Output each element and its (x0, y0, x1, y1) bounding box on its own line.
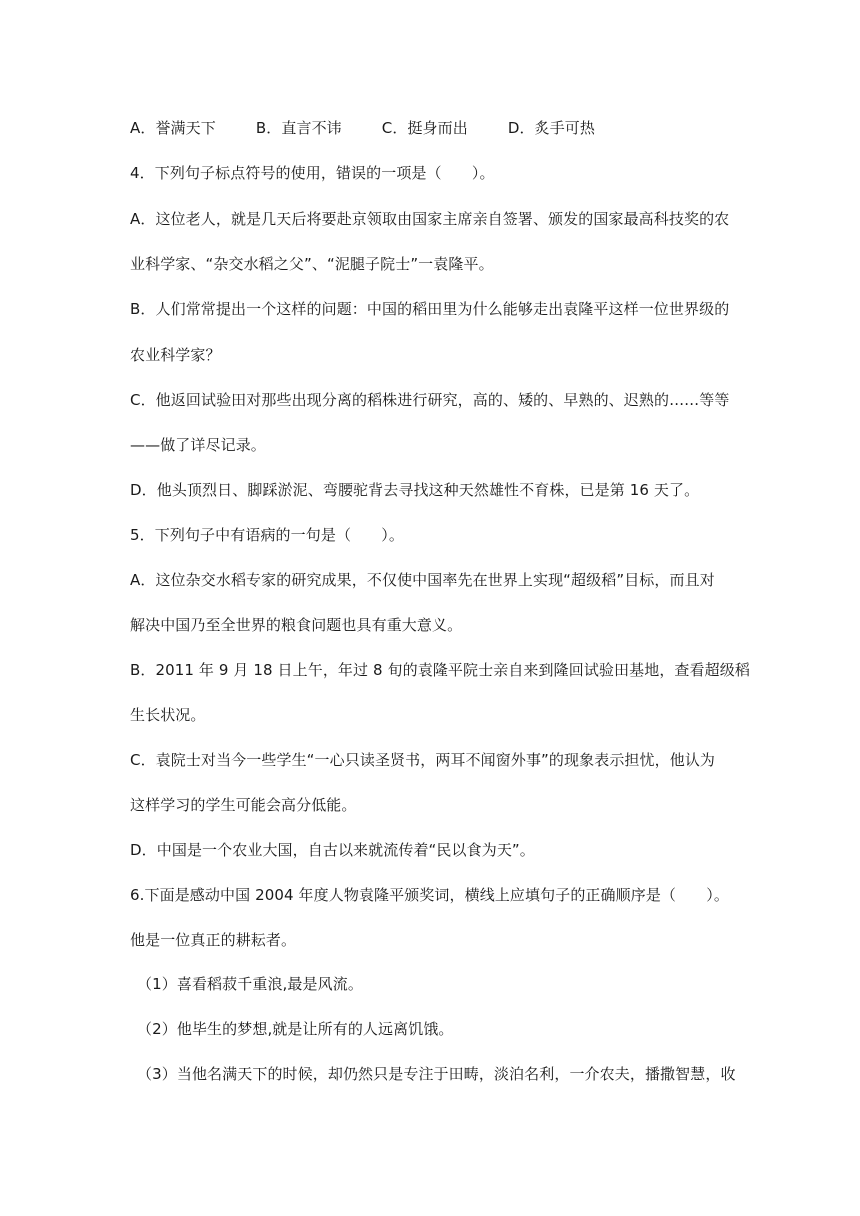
q3-option-c: C．挺身而出 (381, 119, 468, 137)
q3-option-a: A．誉满天下 (130, 119, 216, 137)
q4-option-c-line1: C．他返回试验田对那些出现分离的稻株进行研究，高的、矮的、早熟的、迟熟的……等等 (130, 391, 730, 409)
q5-stem: 5．下列句子中有语病的一句是（ ）。 (130, 526, 404, 544)
q6-item-2: （2）他毕生的梦想,就是让所有的人远离饥饿。 (137, 1020, 454, 1038)
q5-option-a-line2: 解决中国乃至全世界的粮食问题也具有重大意义。 (130, 616, 463, 634)
q3-options-row (130, 117, 740, 139)
q4-option-b-line1: B．人们常常提出一个这样的问题：中国的稻田里为什么能够走出袁隆平这样一位世界级的 (130, 300, 730, 318)
q4-stem: 4．下列句子标点符号的使用，错误的一项是（ ）。 (130, 164, 495, 182)
q5-option-c-line2: 这样学习的学生可能会高分低能。 (130, 796, 357, 814)
q3-option-d: D．炙手可热 (507, 119, 596, 137)
q6-stem: 6.下面是感动中国 2004 年度人物袁隆平颁奖词，横线上应填句子的正确顺序是（ ）。 (130, 886, 729, 904)
q4-option-a-line2: 业科学家、“杂交水稻之父”、“泥腿子院士”一袁隆平。 (130, 255, 494, 273)
q4-option-c-line2: ——做了详尽记录。 (130, 436, 266, 454)
q4-option-b-line2: 农业科学家？ (130, 346, 221, 364)
q3-option-b: B．直言不讳 (255, 119, 342, 137)
q5-option-b-line1: B．2011 年 9 月 18 日上午，年过 8 旬的袁隆平院士亲自来到隆回试验田基地，查看超级稻 (130, 661, 750, 679)
q5-option-a-line1: A．这位杂交水稻专家的研究成果，不仅使中国率先在世界上实现“超级稻”目标，而且对 (130, 571, 715, 589)
q6-item-1: （1）喜看稻菽千重浪,最是风流。 (137, 975, 363, 993)
q4-option-a-line1: A．这位老人，就是几天后将要赴京领取由国家主席亲自签署、颁发的国家最高科技奖的农 (130, 210, 730, 228)
q4-option-d-line1: D．他头顶烈日、脚踩淤泥、弯腰驼背去寻找这种天然雄性不育株，已是第 16 天了。 (130, 481, 700, 499)
q5-option-b-line2: 生长状况。 (130, 706, 206, 724)
q5-option-c-line1: C．袁院士对当今一些学生“一心只读圣贤书，两耳不闻窗外事”的现象表示担忧，他认为 (130, 751, 716, 769)
q6-item-3: （3）当他名满天下的时候，却仍然只是专注于田畴，淡泊名利，一介农夫，播撒智慧，收 (137, 1065, 736, 1083)
q5-option-d-line1: D．中国是一个农业大国，自古以来就流传着“民以食为天”。 (130, 841, 535, 859)
q6-intro: 他是一位真正的耕耘者。 (130, 931, 297, 949)
